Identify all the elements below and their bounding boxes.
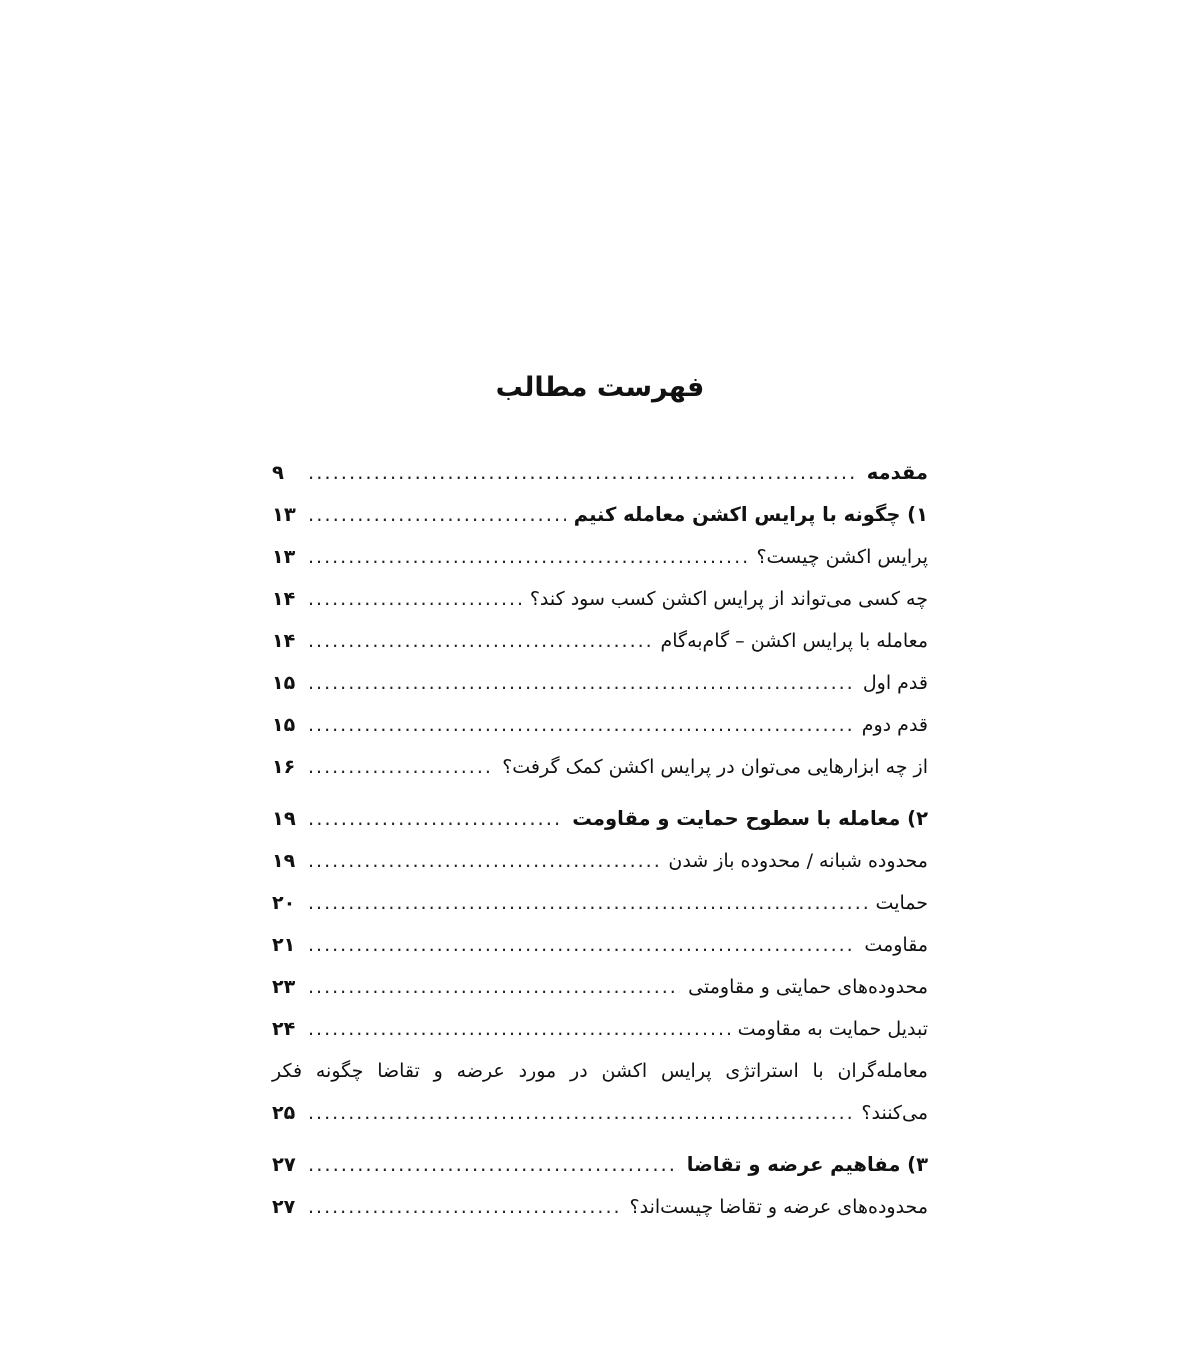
toc-entry[interactable] (272, 924, 928, 966)
toc-entry-title: پرایس اکشن چیست؟ (756, 546, 928, 568)
dot-leader (308, 620, 652, 662)
toc-entry[interactable] (272, 882, 928, 924)
dot-leader (308, 536, 748, 578)
dot-leader (308, 452, 859, 494)
toc-page-number: ۱۹ (272, 807, 296, 830)
toc-page-number: ۲۴ (272, 1018, 296, 1040)
toc-entry[interactable] (272, 1008, 928, 1050)
page-title: فهرست مطالب (495, 372, 705, 403)
toc-page-number: ۲۷ (272, 1153, 296, 1176)
dot-leader (308, 966, 680, 1008)
toc-entry-title: معامله‌گران با استراتژی پرایس اکشن در مورد عرضه و تقاضا چگونه فکر (272, 1060, 928, 1082)
toc-page-number: ۲۳ (272, 976, 296, 998)
dot-leader (308, 1186, 622, 1228)
toc-page-number: ۱۹ (272, 850, 296, 872)
toc-page-number: ۲۱ (272, 934, 296, 956)
toc-page-number: ۲۷ (272, 1196, 296, 1218)
toc-entry-title: از چه ابزارهایی می‌توان در پرایس اکشن کمک گرفت؟ (502, 756, 928, 778)
toc-entry[interactable] (272, 840, 928, 882)
dot-leader (308, 1008, 730, 1050)
dot-leader (308, 840, 660, 882)
toc-entry-title: قدم اول (862, 672, 928, 694)
toc-entry[interactable] (272, 620, 928, 662)
toc-entry-intro[interactable] (272, 452, 928, 494)
dot-leader (308, 578, 522, 620)
toc-chapter-3[interactable] (272, 1144, 928, 1186)
dot-leader (308, 924, 856, 966)
toc-entry-title: محدوده‌های عرضه و تقاضا چیست‌اند؟ (629, 1196, 928, 1218)
toc-page-number: ۲۰ (272, 892, 296, 914)
toc-entry[interactable] (272, 1186, 928, 1228)
dot-leader (308, 798, 564, 840)
dot-leader (308, 1092, 853, 1134)
toc-entry-title: محدوده شبانه / محدوده باز شدن (668, 850, 928, 872)
toc-entry[interactable] (272, 704, 928, 746)
toc-entry-title: ۲) معامله با سطوح حمایت و مقاومت (572, 807, 928, 830)
toc-entry-title: ۳) مفاهیم عرضه و تقاضا (686, 1153, 928, 1176)
toc-entry[interactable] (272, 578, 928, 620)
toc-entry-title: چه کسی می‌تواند از پرایس اکشن کسب سود کند؟ (529, 588, 928, 610)
toc-entry-title: تبدیل حمایت به مقاومت (737, 1018, 928, 1040)
toc-entry[interactable] (272, 746, 928, 788)
toc-page-number: ۹ (272, 461, 284, 484)
table-of-contents (272, 452, 928, 1228)
toc-entry[interactable] (272, 662, 928, 704)
toc-page-number: ۱۳ (272, 503, 296, 526)
toc-entry-title: معامله با پرایس اکشن – گام‌به‌گام (660, 630, 928, 652)
toc-page-number: ۱۳ (272, 546, 296, 568)
toc-page-number: ۲۵ (272, 1102, 296, 1124)
toc-entry-multiline[interactable] (272, 1050, 928, 1092)
toc-entry[interactable] (272, 536, 928, 578)
toc-entry-title: قدم دوم (861, 714, 928, 736)
toc-chapter-2[interactable] (272, 798, 928, 840)
dot-leader (308, 882, 868, 924)
dot-leader (308, 662, 855, 704)
dot-leader (308, 1144, 679, 1186)
toc-entry-title: مقاومت (864, 934, 928, 956)
toc-entry-title-continued: می‌کنند؟ (861, 1102, 928, 1124)
toc-entry-title: محدوده‌های حمایتی و مقاومتی (688, 976, 928, 998)
toc-entry[interactable] (272, 966, 928, 1008)
toc-page-number: ۱۴ (272, 630, 296, 652)
toc-entry-continuation[interactable] (272, 1092, 928, 1134)
dot-leader (308, 494, 566, 536)
toc-page-number: ۱۵ (272, 672, 296, 694)
toc-page-number: ۱۶ (272, 756, 296, 778)
dot-leader (308, 704, 854, 746)
dot-leader (308, 746, 494, 788)
toc-page-number: ۱۴ (272, 588, 296, 610)
toc-chapter-1[interactable] (272, 494, 928, 536)
toc-page-number: ۱۵ (272, 714, 296, 736)
toc-entry-title: ۱) چگونه با پرایس اکشن معامله کنیم (573, 503, 928, 526)
toc-entry-title: حمایت (875, 892, 928, 914)
toc-entry-title: مقدمه (866, 461, 928, 484)
